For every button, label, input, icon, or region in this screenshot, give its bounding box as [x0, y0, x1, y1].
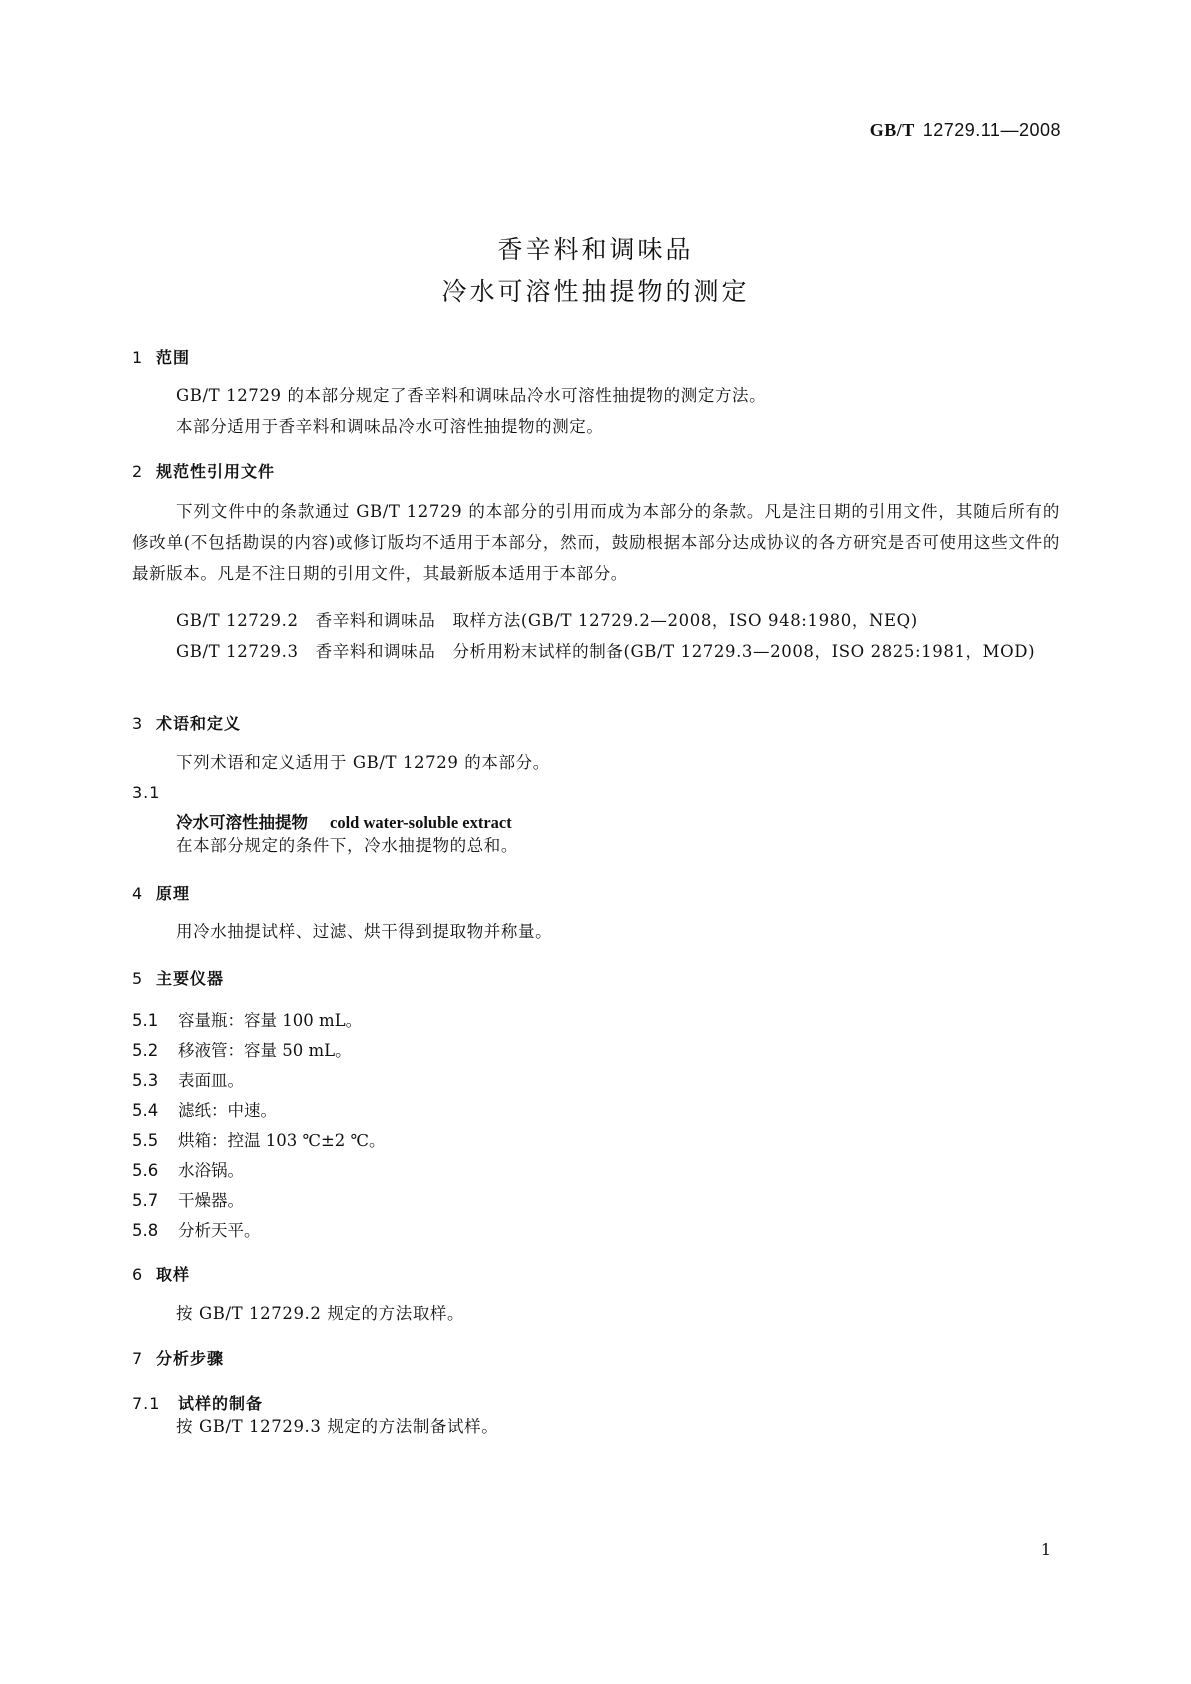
item-number: 5.6	[132, 1161, 159, 1180]
apparatus-item	[132, 1067, 244, 1091]
apparatus-item	[132, 1037, 352, 1061]
item-text: 容量瓶：容量 100 mL。	[178, 1011, 363, 1030]
section-5-heading	[132, 966, 224, 989]
item-number: 5.8	[132, 1221, 159, 1240]
item-text: 移液管：容量 50 mL。	[178, 1041, 352, 1060]
section-4-heading	[132, 881, 190, 904]
standard-code	[870, 120, 1061, 141]
section-number: 1	[132, 348, 144, 367]
section-title: 范围	[156, 348, 191, 367]
term-chinese: 冷水可溶性抽提物	[176, 813, 308, 832]
item-number: 5.2	[132, 1041, 159, 1060]
subsection-number: 7.1	[132, 1394, 161, 1413]
term-definition: 在本部分规定的条件下，冷水抽提物的总和。	[176, 836, 518, 855]
section-3-paragraph-1: 下列术语和定义适用于 GB/T 12729 的本部分。	[176, 753, 550, 772]
section-1-paragraph-2: 本部分适用于香辛料和调味品冷水可溶性抽提物的测定。	[176, 417, 604, 436]
item-text: 水浴锅。	[178, 1161, 244, 1180]
item-text: 干燥器。	[178, 1191, 244, 1210]
section-6-heading	[132, 1262, 190, 1285]
item-text: 分析天平。	[178, 1221, 261, 1240]
section-number: 4	[132, 884, 144, 903]
section-1-paragraph-1: GB/T 12729 的本部分规定了香辛料和调味品冷水可溶性抽提物的测定方法。	[176, 386, 767, 405]
item-number: 5.5	[132, 1131, 159, 1150]
section-title: 取样	[156, 1265, 191, 1284]
standard-code-number: 12729.11—2008	[922, 120, 1061, 140]
section-2-reference-1: GB/T 12729.2 香辛料和调味品 取样方法(GB/T 12729.2—2008，ISO 948:1980，NEQ)	[176, 611, 918, 630]
section-title: 术语和定义	[156, 714, 242, 733]
subsection-3-1-number: 3.1	[132, 783, 161, 802]
item-number: 5.4	[132, 1101, 159, 1120]
section-1-heading	[132, 345, 190, 368]
apparatus-item	[132, 1007, 362, 1031]
apparatus-item	[132, 1127, 385, 1151]
item-text: 表面皿。	[178, 1071, 244, 1090]
section-2-heading	[132, 459, 275, 482]
item-text: 烘箱：控温 103 ℃±2 ℃。	[178, 1131, 386, 1150]
section-3-heading	[132, 711, 241, 734]
section-title: 主要仪器	[156, 969, 225, 988]
document-title-line1: 香辛料和调味品	[497, 235, 694, 264]
section-2-reference-2: GB/T 12729.3 香辛料和调味品 分析用粉末试样的制备(GB/T 12729.3—2008，ISO 2825:1981，MOD)	[176, 642, 1036, 661]
apparatus-item	[132, 1187, 244, 1211]
term-english: cold water-soluble extract	[330, 813, 512, 832]
apparatus-item	[132, 1217, 261, 1241]
page-number: 1	[1040, 1540, 1051, 1559]
section-title: 分析步骤	[156, 1349, 225, 1368]
item-text: 滤纸：中速。	[178, 1101, 277, 1120]
section-number: 3	[132, 714, 144, 733]
item-number: 5.7	[132, 1191, 159, 1210]
section-number: 5	[132, 969, 144, 988]
section-2-paragraph-1: 下列文件中的条款通过 GB/T 12729 的本部分的引用而成为本部分的条款。凡是注日期的引用文件，其随后所有的修改单(不包括勘误的内容)或修订版均不适用于本部分，然而，鼓励根据本部分达成协议的各方研究是否可使用这些文件的最新版本。凡是不注日期的引用文件，其最新版本适用于本部分。	[132, 502, 1060, 583]
document-title-line2: 冷水可溶性抽提物的测定	[441, 277, 750, 306]
subsection-7-1-paragraph-1: 按 GB/T 12729.3 规定的方法制备试样。	[176, 1417, 499, 1436]
item-number: 5.3	[132, 1071, 159, 1090]
section-title: 原理	[156, 884, 191, 903]
section-title: 规范性引用文件	[156, 462, 276, 481]
section-4-paragraph-1: 用冷水抽提试样、过滤、烘干得到提取物并称量。	[176, 922, 553, 941]
section-number: 6	[132, 1265, 144, 1284]
apparatus-item	[132, 1157, 244, 1181]
section-number: 2	[132, 462, 144, 481]
section-6-paragraph-1: 按 GB/T 12729.2 规定的方法取样。	[176, 1304, 465, 1323]
section-number: 7	[132, 1349, 144, 1368]
subsection-title: 试样的制备	[178, 1394, 264, 1413]
section-7-heading	[132, 1346, 224, 1369]
item-number: 5.1	[132, 1011, 159, 1030]
standard-code-prefix: GB/T	[869, 120, 915, 140]
apparatus-item	[132, 1097, 277, 1121]
